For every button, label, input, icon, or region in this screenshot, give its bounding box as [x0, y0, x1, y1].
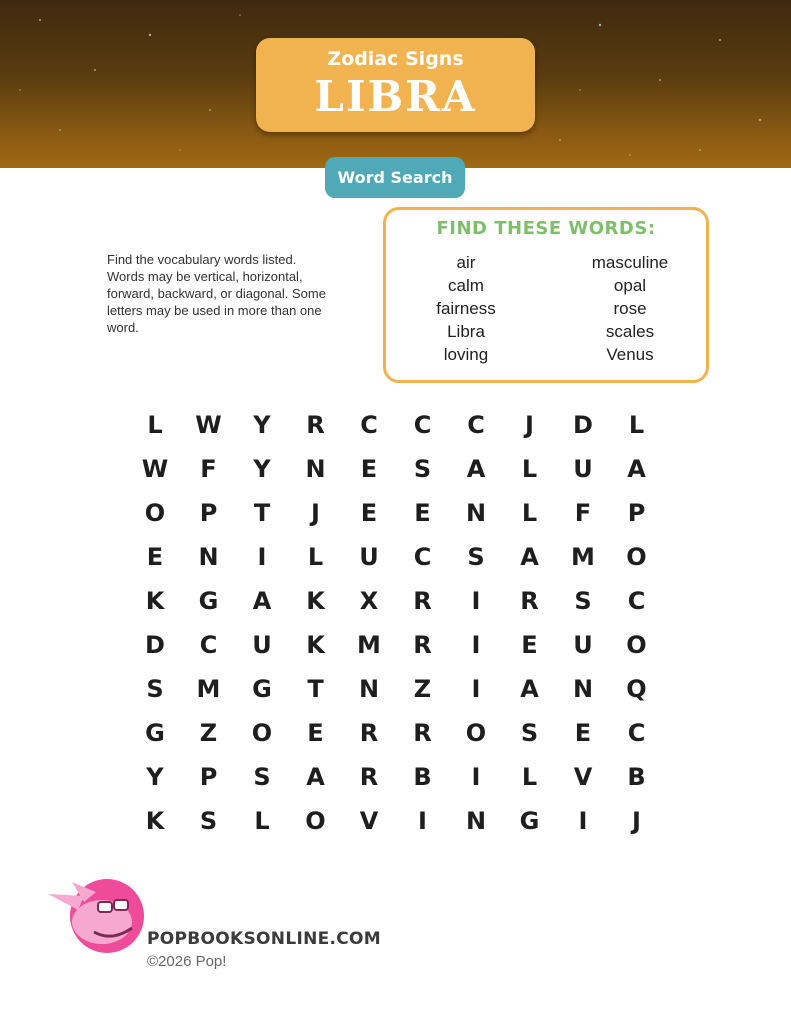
grid-letter: M — [196, 675, 221, 703]
grid-letter: I — [471, 675, 481, 703]
word-list-left — [386, 251, 546, 366]
grid-letter: W — [195, 411, 222, 439]
grid-letter: Y — [253, 455, 271, 483]
word-item: loving — [443, 345, 489, 364]
grid-letter: U — [252, 631, 272, 659]
grid-letter: C — [627, 587, 646, 615]
grid-letter: R — [359, 763, 379, 791]
grid-letter: A — [627, 455, 646, 483]
grid-letter: N — [465, 499, 487, 527]
grid-letter: V — [359, 807, 379, 835]
grid-letter: D — [145, 631, 165, 659]
grid-letter: T — [253, 499, 271, 527]
grid-letter: V — [573, 763, 593, 791]
grid-letter: I — [471, 587, 481, 615]
grid-letter: S — [253, 763, 271, 791]
grid-letter: A — [520, 543, 539, 571]
grid-letter: U — [573, 631, 593, 659]
title-box — [256, 38, 535, 132]
grid-letter: O — [144, 499, 166, 527]
grid-letter: Y — [253, 411, 271, 439]
grid-letter: M — [357, 631, 381, 659]
copyright-text: ©2026 Pop! — [147, 953, 227, 970]
grid-letter: L — [521, 499, 538, 527]
grid-letter: I — [578, 807, 588, 835]
word-item: masculine — [591, 253, 669, 272]
grid-letter: P — [627, 499, 646, 527]
grid-letter: A — [466, 455, 486, 483]
title-subtitle: Zodiac Signs — [327, 48, 464, 70]
grid-letter: E — [360, 455, 378, 483]
grid-letter: K — [145, 587, 165, 615]
grid-letter: Z — [199, 719, 218, 747]
grid-letter: I — [471, 631, 481, 659]
grid-letter: J — [525, 411, 534, 439]
grid-letter: R — [413, 631, 432, 659]
grid-letter: L — [521, 455, 538, 483]
grid-letter: J — [632, 807, 641, 835]
grid-letter: N — [358, 675, 380, 703]
grid-letter: P — [199, 499, 218, 527]
grid-letter: C — [360, 411, 378, 439]
grid-letter: L — [307, 543, 324, 571]
grid-letter: F — [200, 455, 217, 483]
grid-letter: A — [252, 587, 272, 615]
word-item: opal — [613, 276, 647, 295]
grid-letter: G — [145, 719, 165, 747]
grid-letter: S — [467, 543, 485, 571]
grid-letter: E — [414, 499, 431, 527]
grid-letter: E — [146, 543, 164, 571]
grid-letter: O — [626, 631, 647, 659]
grid-letter: Y — [146, 763, 164, 791]
grid-letter: F — [574, 499, 592, 527]
grid-letter: S — [146, 675, 164, 703]
word-list-box — [383, 207, 709, 383]
grid-letter: N — [572, 675, 594, 703]
grid-letter: Z — [413, 675, 432, 703]
grid-letter: R — [306, 411, 325, 439]
grid-letter: B — [413, 763, 432, 791]
word-item: rose — [613, 299, 647, 318]
grid-letter: O — [465, 719, 487, 747]
grid-letter: P — [199, 763, 218, 791]
grid-letter: O — [626, 543, 647, 571]
grid-letter: A — [520, 675, 539, 703]
grid-letter: L — [628, 411, 645, 439]
grid-letter: I — [471, 763, 481, 791]
grid-letter: S — [520, 719, 539, 747]
word-item: Libra — [447, 322, 485, 341]
grid-letter: E — [307, 719, 324, 747]
grid-letter: B — [627, 763, 646, 791]
grid-letter: K — [306, 587, 325, 615]
grid-letter: R — [359, 719, 379, 747]
grid-letter: L — [254, 807, 270, 835]
grid-letter: E — [360, 499, 378, 527]
grid-letter: I — [257, 543, 267, 571]
page-title: LIBRA — [314, 72, 477, 121]
grid-letter: O — [251, 719, 273, 747]
grid-letter: R — [413, 587, 432, 615]
grid-letter: S — [413, 455, 432, 483]
grid-letter: Q — [626, 675, 647, 703]
grid-letter: E — [574, 719, 592, 747]
grid-letter: L — [147, 411, 163, 439]
grid-letter: A — [306, 763, 325, 791]
grid-letter: N — [198, 543, 219, 571]
grid-letter: C — [627, 719, 646, 747]
grid-letter: G — [252, 675, 272, 703]
grid-letter: X — [359, 587, 379, 615]
word-item: calm — [448, 276, 484, 295]
instructions-text: Find the vocabulary words listed. Words may be vertical, horizontal, forward, backward, or diagonal. Some letters may be used in more than one word. — [107, 252, 326, 335]
grid-letter: N — [465, 807, 487, 835]
word-list-right — [550, 251, 710, 366]
grid-letter: U — [359, 543, 379, 571]
grid-letter: S — [574, 587, 592, 615]
word-search-badge: Word Search — [325, 157, 465, 198]
word-item: fairness — [436, 299, 496, 318]
grid-letter: L — [521, 763, 538, 791]
grid-letter: J — [311, 499, 320, 527]
grid-letter: K — [306, 631, 325, 659]
grid-letter: G — [198, 587, 219, 615]
word-list-heading: FIND THESE WORDS: — [436, 218, 656, 239]
grid-letter: R — [413, 719, 432, 747]
word-item: air — [456, 253, 476, 272]
grid-letter: E — [521, 631, 538, 659]
grid-letter: D — [573, 411, 593, 439]
word-item: scales — [605, 322, 655, 341]
grid-letter: C — [413, 543, 432, 571]
grid-letter: O — [305, 807, 326, 835]
pop-logo — [44, 876, 146, 956]
grid-letter: S — [199, 807, 218, 835]
grid-letter: R — [520, 587, 539, 615]
grid-letter: T — [307, 675, 324, 703]
grid-letter: C — [467, 411, 485, 439]
grid-letter: M — [571, 543, 595, 571]
website-link[interactable]: POPBOOKSONLINE.COM — [147, 929, 382, 949]
grid-letter: K — [145, 807, 165, 835]
grid-letter: N — [305, 455, 326, 483]
grid-letter: I — [418, 807, 427, 835]
grid-letter: C — [413, 411, 432, 439]
grid-letter: U — [573, 455, 593, 483]
word-item: Venus — [606, 345, 654, 364]
grid-letter: G — [519, 807, 540, 835]
grid-letter: W — [141, 455, 169, 483]
grid-letter: C — [199, 631, 218, 659]
